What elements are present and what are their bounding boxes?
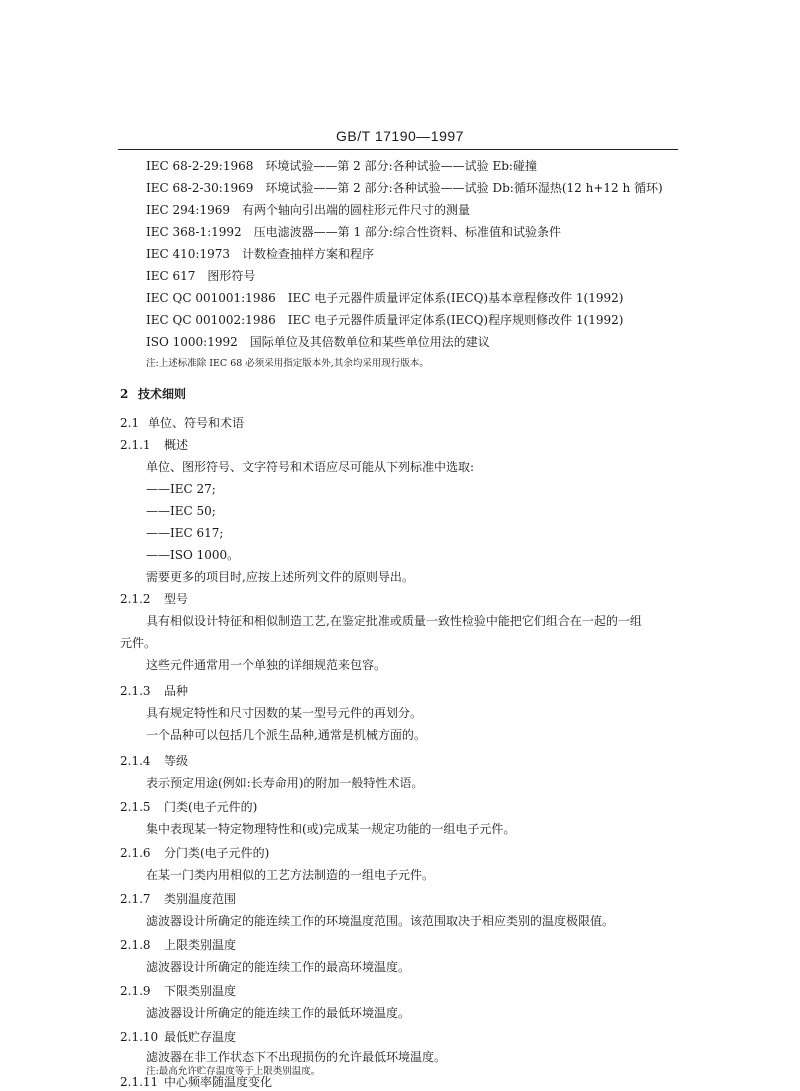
paragraph: 滤波器设计所确定的能连续工作的环境温度范围。该范围取决于相应类别的温度极限值。 bbox=[146, 914, 615, 928]
section-title: 类别温度范围 bbox=[164, 892, 237, 906]
section-2-1-11-heading bbox=[120, 1074, 272, 1090]
ref-item: IEC 617 图形符号 bbox=[146, 269, 256, 283]
list-item: ——IEC 27; bbox=[146, 482, 216, 496]
section-2-1-10-heading bbox=[120, 1029, 236, 1045]
section-number: 2.1.5 bbox=[120, 800, 151, 814]
section-number: 2.1.1 bbox=[120, 438, 151, 452]
section-2-1-heading bbox=[120, 415, 244, 431]
section-title: 型号 bbox=[164, 592, 189, 606]
section-2-1-8-heading bbox=[120, 937, 236, 953]
section-number: 2.1.3 bbox=[120, 684, 151, 698]
ref-item: IEC 410:1973 计数检查抽样方案和程序 bbox=[146, 247, 374, 261]
section-2-1-4-heading bbox=[120, 753, 188, 769]
section-number: 2.1.9 bbox=[120, 984, 151, 998]
paragraph: 单位、图形符号、文字符号和术语应尽可能从下列标准中选取: bbox=[146, 460, 475, 474]
header-rule bbox=[118, 149, 678, 150]
section-title: 单位、符号和术语 bbox=[148, 416, 245, 430]
paragraph: 滤波器设计所确定的能连续工作的最高环境温度。 bbox=[146, 960, 411, 974]
section-2-1-3-heading bbox=[120, 683, 188, 699]
refs-note: 注:上述标准除 IEC 68 必须采用指定版本外,其余均采用现行版本。 bbox=[146, 358, 429, 369]
paragraph: 这些元件通常用一个单独的详细规范来包容。 bbox=[146, 658, 387, 672]
ref-item: IEC 368-1:1992 压电滤波器——第 1 部分:综合性资料、标准值和试验条件 bbox=[146, 225, 561, 239]
ref-item: IEC 68-2-30:1969 环境试验——第 2 部分:各种试验——试验 Db:循环湿热(12 h+12 h 循环) bbox=[146, 181, 663, 195]
section-title: 最低贮存温度 bbox=[164, 1030, 237, 1044]
section-title: 分门类(电子元件的) bbox=[164, 846, 270, 860]
section-2-1-7-heading bbox=[120, 891, 236, 907]
ref-item: IEC 294:1969 有两个轴向引出端的圆柱形元件尺寸的测量 bbox=[146, 203, 470, 217]
paragraph-continuation: 元件。 bbox=[120, 636, 157, 650]
section-2-heading bbox=[120, 386, 186, 402]
section-title: 上限类别温度 bbox=[164, 938, 237, 952]
section-number: 2.1 bbox=[120, 416, 140, 430]
section-number: 2.1.8 bbox=[120, 938, 151, 952]
section-number: 2.1.4 bbox=[120, 754, 151, 768]
section-2-1-2-heading bbox=[120, 591, 188, 607]
section-2-1-1-heading bbox=[120, 437, 188, 453]
section-2-1-9-heading bbox=[120, 983, 236, 999]
section-title: 等级 bbox=[164, 754, 189, 768]
section-number: 2 bbox=[120, 387, 129, 401]
list-item: ——ISO 1000。 bbox=[146, 548, 240, 562]
ref-item: IEC QC 001001:1986 IEC 电子元器件质量评定体系(IECQ)基本章程修改件 1(1992) bbox=[146, 291, 624, 305]
paragraph: 滤波器设计所确定的能连续工作的最低环境温度。 bbox=[146, 1006, 411, 1020]
section-2-1-5-heading bbox=[120, 799, 257, 815]
paragraph: 表示预定用途(例如:长寿命用)的附加一般特性术语。 bbox=[146, 776, 424, 790]
paragraph: 具有相似设计特征和相似制造工艺,在鉴定批准或质量一致性检验中能把它们组合在一起的一组 bbox=[146, 614, 642, 628]
paragraph: 在某一门类内用相似的工艺方法制造的一组电子元件。 bbox=[146, 868, 435, 882]
section-number: 2.1.6 bbox=[120, 846, 151, 860]
list-item: ——IEC 50; bbox=[146, 504, 216, 518]
section-number: 2.1.2 bbox=[120, 592, 151, 606]
section-number: 2.1.7 bbox=[120, 892, 151, 906]
paragraph: 滤波器在非工作状态下不出现损伤的允许最低环境温度。 bbox=[146, 1050, 447, 1064]
ref-item: IEC 68-2-29:1968 环境试验——第 2 部分:各种试验——试验 Eb:碰撞 bbox=[146, 159, 537, 173]
paragraph: 具有规定特性和尺寸因数的某一型号元件的再划分。 bbox=[146, 706, 423, 720]
section-title: 门类(电子元件的) bbox=[164, 800, 258, 814]
paragraph: 一个品种可以包括几个派生品种,通常是机械方面的。 bbox=[146, 728, 426, 742]
page-header-standard-number: GB/T 17190—1997 bbox=[336, 128, 464, 144]
section-2-1-6-heading bbox=[120, 845, 269, 861]
paragraph: 集中表现某一特定物理特性和(或)完成某一规定功能的一组电子元件。 bbox=[146, 822, 516, 836]
ref-item: IEC QC 001002:1986 IEC 电子元器件质量评定体系(IECQ)程序规则修改件 1(1992) bbox=[146, 313, 624, 327]
paragraph: 需要更多的项目时,应按上述所列文件的原则导出。 bbox=[146, 570, 414, 584]
ref-item: ISO 1000:1992 国际单位及其倍数单位和某些单位用法的建议 bbox=[146, 335, 490, 349]
section-title: 下限类别温度 bbox=[164, 984, 237, 998]
section-title: 中心频率随温度变化 bbox=[164, 1075, 273, 1089]
section-number: 2.1.11 bbox=[120, 1075, 159, 1089]
section-title: 品种 bbox=[164, 684, 189, 698]
list-item: ——IEC 617; bbox=[146, 526, 224, 540]
note: 注:最高允许贮存温度等于上限类别温度。 bbox=[146, 1066, 321, 1077]
section-title: 技术细则 bbox=[138, 387, 187, 401]
section-number: 2.1.10 bbox=[120, 1030, 159, 1044]
section-title: 概述 bbox=[164, 438, 189, 452]
